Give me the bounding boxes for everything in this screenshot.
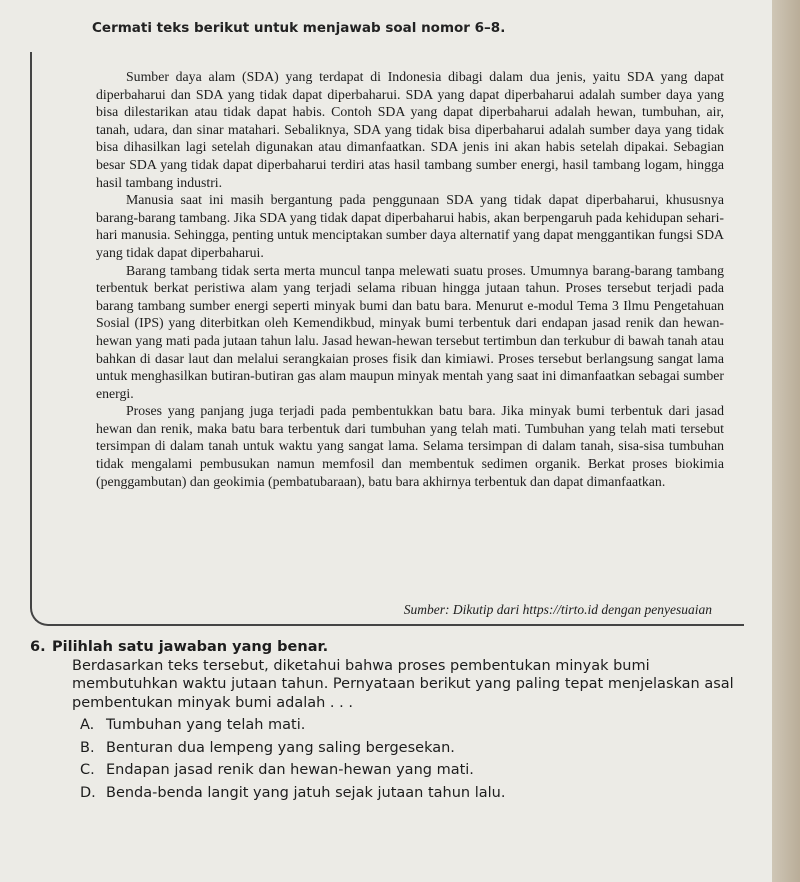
question-stem <box>72 657 746 803</box>
passage-paragraph: Sumber daya alam (SDA) yang terdapat di Indonesia dibagi dalam dua jenis, yaitu SDA yang dapat diperbaharui dan SDA yang tidak dapat diperbaharui. SDA yang dapat diperbaharui adalah sumber daya yang bisa dilestarikan atau tidak dapat habis. Contoh SDA yang dapat diperbaharui adalah hewan, tumbuhan, air, tanah, udara, dan sinar matahari. Sebaliknya, SDA yang tidak bisa diperbaharui adalah sumber daya yang tidak bisa dihasilkan lagi setelah digunakan atau dimanfaatkan. SDA jenis ini akan habis setelah dipakai. Sebagian besar SDA yang tidak dapat diperbaharui terdiri atas hasil tambang sumber energi, hasil tambang logam, hingga hasil tambang industri. <box>96 69 724 190</box>
question-instruction: Pilihlah satu jawaban yang benar. <box>52 639 329 655</box>
question-number: 6. <box>30 639 46 655</box>
question-6 <box>30 638 746 806</box>
option-text: Endapan jasad renik dan hewan-hewan yang mati. <box>106 762 474 778</box>
passage-paragraph: Barang tambang tidak serta merta muncul tanpa melewati suatu proses. Umumnya barang-barang tambang terbentuk berkat peristiwa alam yang terjadi selama ribuan hingga jutaan tahun. Proses tersebut terjadi pada barang tambang sumber energi seperti minyak bumi dan batu bara. Menurut e-modul Tema 3 Ilmu Pengetahuan Sosial (IPS) yang diterbitkan oleh Kemendikbud, minyak bumi terbentuk dari endapan jasad renik dan hewan-hewan yang mati pada jutaan tahun lalu. Jasad hewan-hewan tersebut tertimbun dan terkubur di bawah tanah atau bahkan di dasar laut dan melalui serangkaian proses fisik dan kimiawi. Proses tersebut berlangsung sangat lama untuk menghasilkan butiran-butiran gas alam maupun minyak mentah yang saat ini dimanfaatkan sebagai sumber energi. <box>96 262 724 401</box>
option-letter: B. <box>80 739 95 756</box>
option-text: Benturan dua lempeng yang saling bergesekan. <box>106 739 455 756</box>
option-d[interactable] <box>80 784 746 803</box>
option-c[interactable] <box>80 761 746 780</box>
page-edge-background <box>772 0 800 882</box>
question-text: Berdasarkan teks tersebut, diketahui bahwa proses pembentukan minyak bumi membutuhkan waktu jutaan tahun. Pernyataan berikut yang paling tepat menjelaskan asal pembentukan minyak bumi adalah . . . <box>72 657 734 711</box>
reading-passage <box>96 68 724 490</box>
option-text: Tumbuhan yang telah mati. <box>106 717 306 733</box>
instruction-heading: Cermati teks berikut untuk menjawab soal nomor 6–8. <box>92 20 506 36</box>
option-a[interactable] <box>80 716 746 735</box>
passage-paragraph: Manusia saat ini masih bergantung pada penggunaan SDA yang tidak dapat diperbaharui, khususnya barang-barang tambang. Jika SDA yang tidak dapat diperbaharui habis, akan berpengaruh pada kehidupan sehari-hari manusia. Sehingga, penting untuk menciptakan sumber daya alternatif yang dapat menggantikan fungsi SDA yang tidak dapat diperbaharui. <box>96 192 724 260</box>
option-letter: A. <box>80 717 95 733</box>
option-text: Benda-benda langit yang jatuh sejak jutaan tahun lalu. <box>106 784 506 801</box>
passage-paragraph: Proses yang panjang juga terjadi pada pembentukkan batu bara. Jika minyak bumi terbentuk dari jasad hewan dan renik, maka batu bara terbentuk dari tumbuhan yang telah mati. Tumbuhan yang telah mati tersebut tersimpan di dalam tanah untuk waktu yang sangat lama. Selama tersimpan di dalam tanah, sisa-sisa tumbuhan tidak mengalami pembusukan namun memfosil dan membentuk sedimen organik. Berkat proses biokimia (penggambutan) dan geokimia (pembatubaraan), batu bara akhirnya terbentuk dan dapat dimanfaatkan. <box>96 403 724 489</box>
option-letter: C. <box>80 762 95 778</box>
answer-options <box>80 716 746 802</box>
option-b[interactable] <box>80 739 746 758</box>
option-letter: D. <box>80 784 96 801</box>
source-citation: Sumber: Dikutip dari https://tirto.id dengan penyesuaian <box>403 602 712 617</box>
